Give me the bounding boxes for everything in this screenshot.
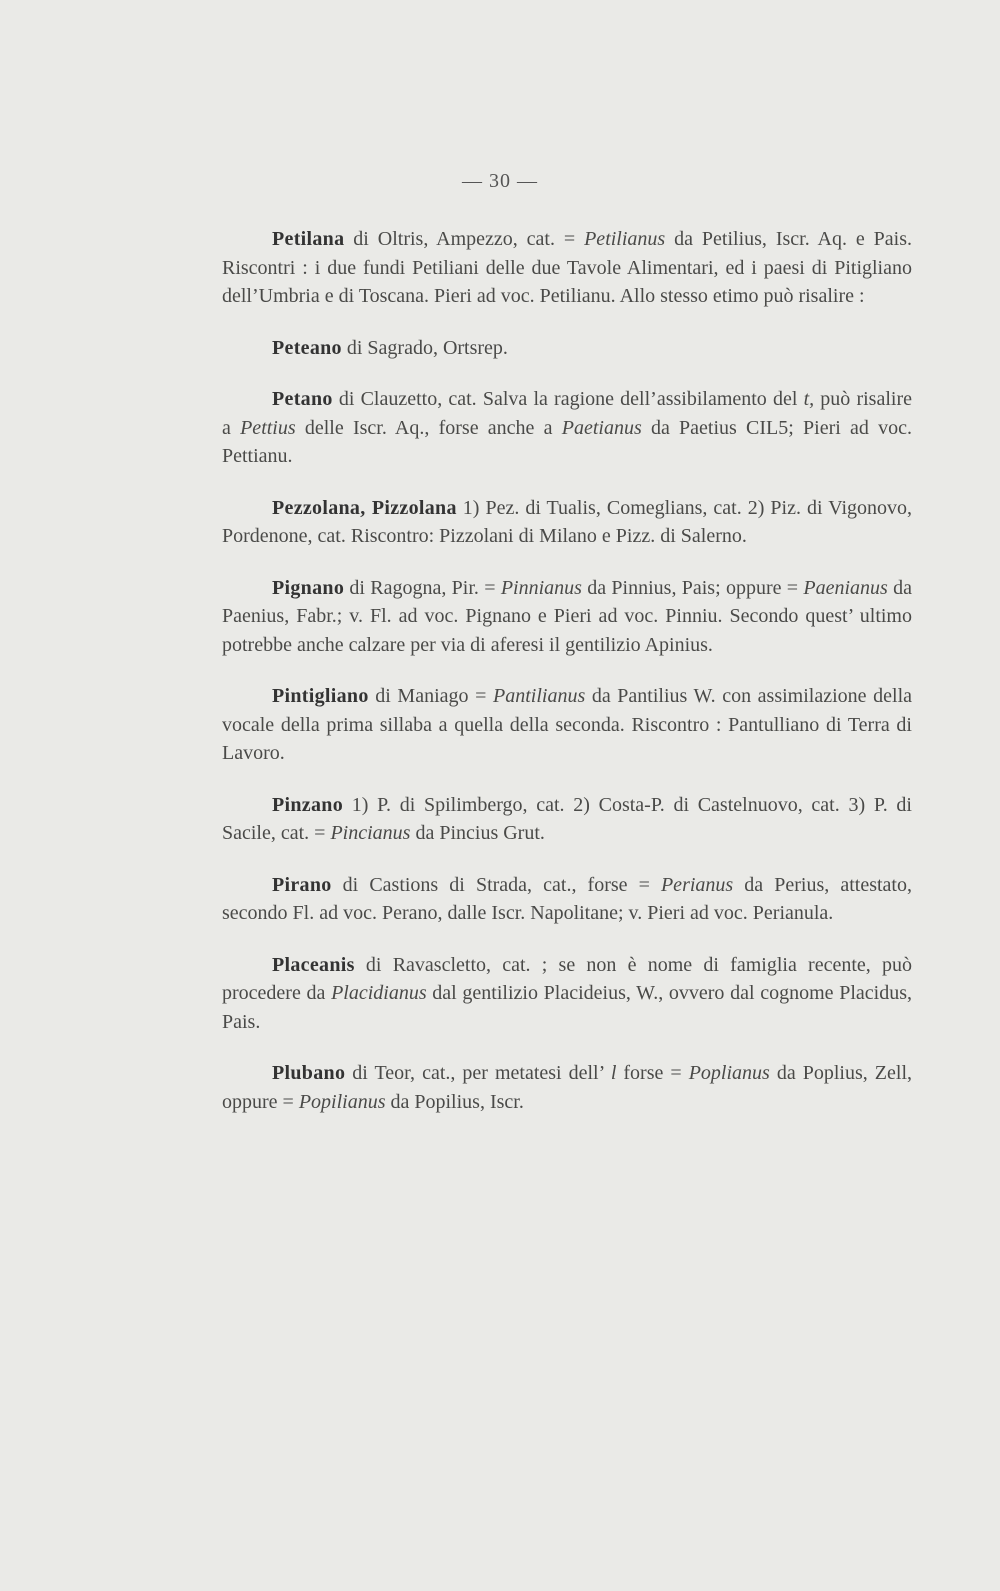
entry-text: può risalire a <box>222 388 912 439</box>
entry-italic-term: Paetianus <box>561 416 642 439</box>
entry-text: forse = <box>616 1062 689 1084</box>
entry-text: da Perius, attestato, secondo Fl. ad voc. Perano, dalle Iscr. Napolitane; v. Pieri ad voc. Perianula. <box>222 873 912 924</box>
entry-headword: Pinzano <box>272 793 343 816</box>
entry-text: da Paetius CIL5; Pieri ad voc. Pettianu. <box>222 416 912 467</box>
entry-headword: Pirano <box>272 873 332 896</box>
entry-text: di Maniago = <box>368 685 493 707</box>
entry-italic-term: l <box>610 1062 617 1084</box>
entry-text: di Sagrado, Ortsrep. <box>341 336 508 359</box>
entry-italic-term: Pincianus <box>330 822 411 844</box>
entry-italic-term: Pantilianus <box>493 685 586 707</box>
entry-text: da Paenius, Fabr.; v. Fl. ad voc. Pignano e Pieri ad voc. Pinniu. Secondo quest’ ultimo potrebbe anche calzare per via di aferesi il gentilizio Apinius. <box>222 576 912 656</box>
page-number: — 30 — <box>462 170 538 192</box>
entry-text: da Pincius Grut. <box>410 822 545 844</box>
entry-paragraph <box>222 225 912 311</box>
entry-text: di Clauzetto, cat. Salva la ragione dell’assibilamento del <box>332 388 804 410</box>
entry-headword: Peteano <box>272 336 342 359</box>
entry-paragraph <box>222 494 912 551</box>
entry-italic-term: Placidianus <box>331 982 427 1004</box>
entry-headword: Petano <box>272 388 333 410</box>
entry-text: di Castions di Strada, cat., forse = <box>331 873 661 896</box>
entry-paragraph <box>222 1059 912 1116</box>
entry-italic-term: Pettius <box>240 416 296 439</box>
entry-text: da Pantilius W. con assimilazione della vocale della prima sillaba a quella della seconda. Riscontro : Pantulliano di Terra di Lavoro. <box>222 685 913 764</box>
entry-text: 1) Pez. di Tualis, Comeglians, cat. 2) Piz. di Vigonovo, Pordenone, cat. Riscontro: Pizzolani di Milano e Pizz. di Salerno. <box>222 496 912 547</box>
entry-paragraph <box>222 334 912 363</box>
entry-headword: Petilana <box>272 228 345 250</box>
entry-italic-term: Popilianus <box>298 1090 386 1113</box>
entry-headword: Pezzolana, Pizzolana <box>272 496 457 519</box>
entry-italic-term: Perianus <box>660 873 734 896</box>
entry-text: di Teor, cat., per metatesi dell’ <box>345 1062 611 1084</box>
entry-paragraph <box>222 791 912 848</box>
entry-italic-term: Poplianus <box>688 1062 770 1084</box>
entry-italic-term: Petilianus <box>584 228 666 250</box>
entry-paragraph <box>222 951 912 1037</box>
entry-italic-term: Pinnianus <box>500 576 582 599</box>
entry-headword: Pintigliano <box>272 685 369 707</box>
entry-text: da Petilius, Iscr. Aq. e Pais. Riscontri : i due fundi Petiliani delle due Tavole Alimentari, ed i paesi di Pitigliano dell’Umbria e di Toscana. Pieri ad voc. Petilianu. Allo stesso etimo può risalire : <box>222 228 912 307</box>
entry-paragraph <box>222 385 912 471</box>
entry-text: da Popilius, Iscr. <box>385 1090 524 1113</box>
entry-text: di Oltris, Ampezzo, cat. = <box>344 228 585 250</box>
entry-headword: Plubano <box>272 1062 346 1084</box>
entry-text: dal gentilizio Placideius, W., ovvero dal cognome Placidus, Pais. <box>222 982 912 1033</box>
entry-text: di Ravascletto, cat. ; se non è nome di famiglia recente, può procedere da <box>222 953 912 1004</box>
entry-text: di Ragogna, Pir. = <box>344 576 501 599</box>
entry-headword: Pignano <box>272 576 345 599</box>
entry-text: da Pinnius, Pais; oppure = <box>581 576 804 599</box>
entry-list <box>222 225 912 1116</box>
entry-italic-term: t, <box>803 388 815 410</box>
entry-text: 1) P. di Spilimbergo, cat. 2) Costa-P. di Castelnuovo, cat. 3) P. di Sacile, cat. = <box>222 793 912 844</box>
entry-italic-term: Paenianus <box>803 576 888 599</box>
entry-text: da Poplius, Zell, oppure = <box>222 1062 912 1113</box>
entry-paragraph <box>222 574 912 660</box>
entry-paragraph <box>222 682 912 768</box>
entry-paragraph <box>222 871 912 928</box>
entry-headword: Placeanis <box>272 953 355 976</box>
entry-text: delle Iscr. Aq., forse anche a <box>295 416 562 439</box>
